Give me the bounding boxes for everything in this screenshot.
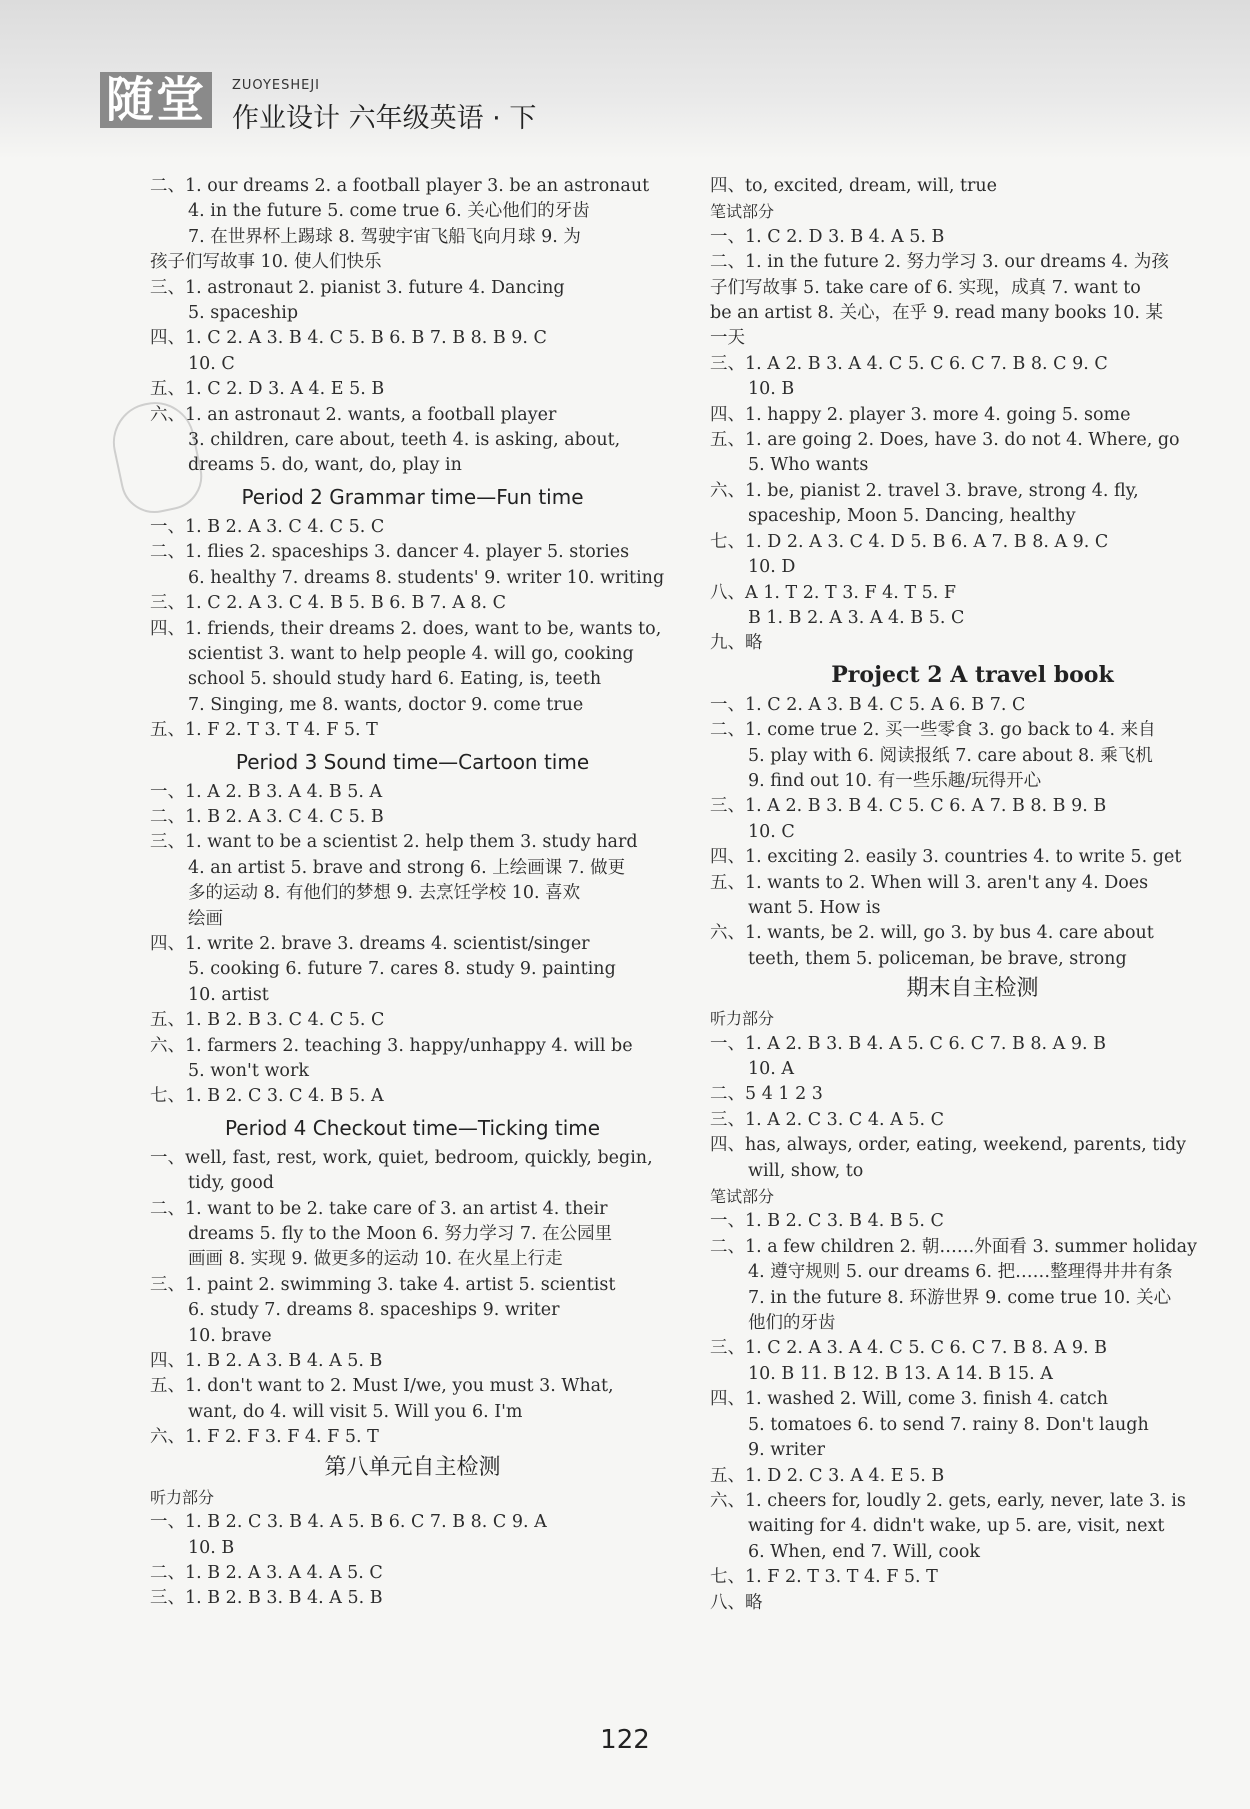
answer-line: 八、略 [710, 1592, 763, 1613]
answer-line: 10. C [748, 821, 795, 842]
answer-line: 七、1. D 2. A 3. C 4. D 5. B 6. A 7. B 8. A 9. C [710, 531, 1109, 552]
book-title: 作业设计 六年级英语 · 下 [232, 103, 537, 134]
answer-line: 一、1. C 2. D 3. B 4. A 5. B [710, 226, 945, 247]
answer-line: 一、well, fast, rest, work, quiet, bedroom, quickly, begin, [150, 1147, 653, 1168]
section-heading: 期末自主检测 [906, 976, 1039, 1002]
answer-line: spaceship, Moon 5. Dancing, healthy [748, 506, 1076, 527]
answer-line: 二、1. our dreams 2. a football player 3. be an astronaut [150, 176, 650, 196]
answer-line: school 5. should study hard 6. Eating, is, teeth [188, 669, 602, 690]
answer-line: 七、1. B 2. C 3. C 4. B 5. A [150, 1086, 384, 1107]
answer-line: 7. Singing, me 8. wants, doctor 9. come true [188, 694, 584, 715]
answer-line: 四、1. write 2. brave 3. dreams 4. scientist/singer [150, 933, 590, 954]
part-label: 听力部分 [150, 1487, 215, 1507]
answer-line: 三、1. C 2. A 3. A 4. C 5. C 6. C 7. B 8. A 9. B [710, 1338, 1108, 1359]
answer-line: 三、1. A 2. C 3. C 4. A 5. C [710, 1109, 944, 1130]
answer-line: 九、略 [710, 633, 763, 654]
answer-line: 10. B [188, 1537, 235, 1558]
answer-line: 三、1. astronaut 2. pianist 3. future 4. Dancing [150, 277, 565, 298]
answer-line: 10. A [748, 1059, 795, 1079]
answer-line: 三、1. A 2. B 3. A 4. C 5. C 6. C 7. B 8. C 9. C [710, 353, 1108, 374]
brand-subtitle: ZUOYESHEJI [232, 78, 321, 93]
answer-line: 二、1. in the future 2. 努力学习 3. our dreams 4. 为孩 [710, 252, 1169, 273]
answer-line: 四、1. friends, their dreams 2. does, want to be, wants to, [150, 618, 662, 639]
answer-column-left [150, 174, 675, 1612]
answer-line: 9. find out 10. 有一些乐趣/玩得开心 [748, 770, 1042, 791]
answer-line: tidy, good [188, 1173, 274, 1194]
answer-line: 四、1. washed 2. Will, come 3. finish 4. catch [710, 1389, 1108, 1410]
answer-line: 三、1. C 2. A 3. C 4. B 5. B 6. B 7. A 8. C [150, 593, 507, 614]
answer-line: 子们写故事 5. take care of 6. 实现，成真 7. want to [710, 277, 1141, 298]
answer-line: 10. B [748, 379, 795, 400]
answer-line: 10. brave [188, 1325, 272, 1346]
answer-line: 5. spaceship [188, 303, 299, 324]
answer-line: teeth, them 5. policeman, be brave, strong [748, 948, 1127, 969]
answer-line: 一、1. A 2. B 3. A 4. B 5. A [150, 781, 383, 802]
answer-line: 五、1. C 2. D 3. A 4. E 5. B [150, 379, 385, 400]
answer-line: 五、1. don't want to 2. Must I/we, you must 3. What, [150, 1376, 614, 1397]
answer-line: waiting for 4. didn't wake, up 5. are, visit, next [748, 1516, 1165, 1537]
answer-line: 7. 在世界杯上踢球 8. 驾驶宇宙飞船飞向月球 9. 为 [188, 226, 581, 247]
answer-line: 绘画 [188, 908, 223, 929]
answer-line: 他们的牙齿 [748, 1313, 836, 1334]
answer-line: 五、1. F 2. T 3. T 4. F 5. T [150, 720, 378, 741]
section-heading: 第八单元自主检测 [324, 1454, 501, 1480]
answer-line: 二、1. flies 2. spaceships 3. dancer 4. player 5. stories [150, 542, 630, 563]
answer-line: 6. healthy 7. dreams 8. students' 9. writer 10. writing [188, 567, 665, 588]
answer-line: 六、1. be, pianist 2. travel 3. brave, strong 4. fly, [710, 480, 1139, 501]
answer-line: 10. C [188, 353, 235, 374]
answer-line: 6. study 7. dreams 8. spaceships 9. writer [188, 1300, 560, 1321]
answer-line: want 5. How is [748, 897, 881, 918]
answer-line: 二、1. B 2. A 3. A 4. A 5. C [150, 1562, 383, 1583]
answer-line: want, do 4. will visit 5. Will you 6. I'm [188, 1401, 523, 1422]
answer-line: 二、1. a few children 2. 朝……外面看 3. summer holiday [710, 1236, 1197, 1257]
answer-line: B 1. B 2. A 3. A 4. B 5. C [748, 607, 965, 628]
answer-line: 3. children, care about, teeth 4. is asking, about, [188, 430, 621, 451]
answer-line: 10. B 11. B 12. B 13. A 14. B 15. A [748, 1363, 1053, 1384]
part-label: 笔试部分 [710, 202, 775, 222]
answer-line: 5. cooking 6. future 7. cares 8. study 9. painting [188, 959, 616, 980]
answer-line: 一天 [710, 328, 745, 349]
answer-line: 四、1. B 2. A 3. B 4. A 5. B [150, 1351, 383, 1372]
answer-line: 六、1. an astronaut 2. wants, a football player [150, 404, 557, 425]
answer-column-right [710, 174, 1235, 1616]
answer-line: 9. writer [748, 1440, 825, 1461]
answer-line: 5. Who wants [748, 455, 869, 476]
answer-line: 六、1. farmers 2. teaching 3. happy/unhappy 4. will be [150, 1035, 633, 1056]
answer-line: 5. tomatoes 6. to send 7. rainy 8. Don't laugh [748, 1414, 1149, 1435]
answer-line: will, show, to [748, 1160, 864, 1181]
answer-line: 四、has, always, order, eating, weekend, parents, tidy [710, 1135, 1187, 1156]
answer-line: scientist 3. want to help people 4. will go, cooking [188, 643, 634, 664]
answer-line: 二、5 4 1 2 3 [710, 1084, 823, 1105]
answer-line: 一、1. C 2. A 3. B 4. C 5. A 6. B 7. C [710, 694, 1026, 715]
answer-line: 10. artist [188, 984, 269, 1005]
answer-line: 三、1. A 2. B 3. B 4. C 5. C 6. A 7. B 8. B 9. B [710, 796, 1107, 817]
answer-line: be an artist 8. 关心，在乎 9. read many books 10. 某 [710, 303, 1163, 324]
answer-line: 五、1. are going 2. Does, have 3. do not 4. Where, go [710, 430, 1180, 451]
answer-line: 7. in the future 8. 环游世界 9. come true 10. 关心 [748, 1287, 1172, 1308]
answer-line: 4. 遵守规则 5. our dreams 6. 把……整理得井井有条 [748, 1262, 1173, 1283]
answer-line: 六、1. wants, be 2. will, go 3. by bus 4. care about [710, 923, 1154, 944]
answer-line: 孩子们写故事 10. 使人们快乐 [150, 252, 382, 273]
answer-line: 一、1. B 2. C 3. B 4. B 5. C [710, 1211, 944, 1232]
answer-line: 多的运动 8. 有他们的梦想 9. 去烹饪学校 10. 喜欢 [188, 883, 581, 904]
answer-line: 八、A 1. T 2. T 3. F 4. T 5. F [710, 582, 957, 603]
page-header [0, 0, 1250, 160]
answer-line: 三、1. B 2. B 3. B 4. A 5. B [150, 1588, 383, 1609]
section-heading: Project 2 A travel book [831, 661, 1114, 688]
answer-line: 画画 8. 实现 9. 做更多的运动 10. 在火星上行走 [188, 1249, 563, 1270]
answer-line: 5. play with 6. 阅读报纸 7. care about 8. 乘飞机 [748, 745, 1153, 766]
section-heading: Period 2 Grammar time—Fun time [241, 484, 584, 509]
answer-line: 4. in the future 5. come true 6. 关心他们的牙齿 [188, 201, 590, 222]
page-number: 122 [600, 1725, 650, 1755]
answer-line: 二、1. B 2. A 3. C 4. C 5. B [150, 806, 384, 827]
answer-line: dreams 5. fly to the Moon 6. 努力学习 7. 在公园里 [188, 1224, 613, 1245]
answer-line: 三、1. paint 2. swimming 3. take 4. artist 5. scientist [150, 1274, 616, 1295]
answer-line: dreams 5. do, want, do, play in [188, 455, 462, 476]
answer-line: 四、1. exciting 2. easily 3. countries 4. to write 5. get [710, 847, 1182, 868]
answer-line: 五、1. D 2. C 3. A 4. E 5. B [710, 1465, 945, 1486]
answer-line: 五、1. B 2. B 3. C 4. C 5. C [150, 1010, 385, 1031]
answer-line: 四、1. happy 2. player 3. more 4. going 5. some [710, 404, 1131, 425]
section-heading: Period 4 Checkout time—Ticking time [224, 1115, 601, 1140]
answer-line: 六、1. cheers for, loudly 2. gets, early, never, late 3. is [710, 1490, 1186, 1511]
answer-line: 一、1. B 2. A 3. C 4. C 5. C [150, 516, 385, 537]
answer-line: 二、1. come true 2. 买一些零食 3. go back to 4. 来自 [710, 720, 1156, 741]
answer-line: 四、to, excited, dream, will, true [710, 176, 998, 196]
brand-logo: 随堂 [100, 72, 212, 128]
answer-line: 六、1. F 2. F 3. F 4. F 5. T [150, 1427, 379, 1448]
answer-line: 三、1. want to be a scientist 2. help them 3. study hard [150, 832, 638, 853]
answer-line: 二、1. want to be 2. take care of 3. an artist 4. their [150, 1198, 608, 1219]
answer-line: 四、1. C 2. A 3. B 4. C 5. B 6. B 7. B 8. B 9. C [150, 328, 547, 349]
part-label: 笔试部分 [710, 1187, 775, 1207]
answer-line: 4. an artist 5. brave and strong 6. 上绘画课 7. 做更 [188, 857, 626, 878]
answer-line: 6. When, end 7. Will, cook [748, 1541, 980, 1562]
part-label: 听力部分 [710, 1009, 775, 1029]
answer-line: 10. D [748, 557, 796, 578]
answer-line: 一、1. B 2. C 3. B 4. A 5. B 6. C 7. B 8. C 9. A [150, 1512, 547, 1533]
answer-line: 五、1. wants to 2. When will 3. aren't any 4. Does [710, 872, 1149, 893]
answer-line: 七、1. F 2. T 3. T 4. F 5. T [710, 1567, 938, 1588]
answer-line: 5. won't work [188, 1061, 309, 1081]
section-heading: Period 3 Sound time—Cartoon time [235, 749, 590, 774]
answer-line: 一、1. A 2. B 3. B 4. A 5. C 6. C 7. B 8. A 9. B [710, 1033, 1106, 1054]
